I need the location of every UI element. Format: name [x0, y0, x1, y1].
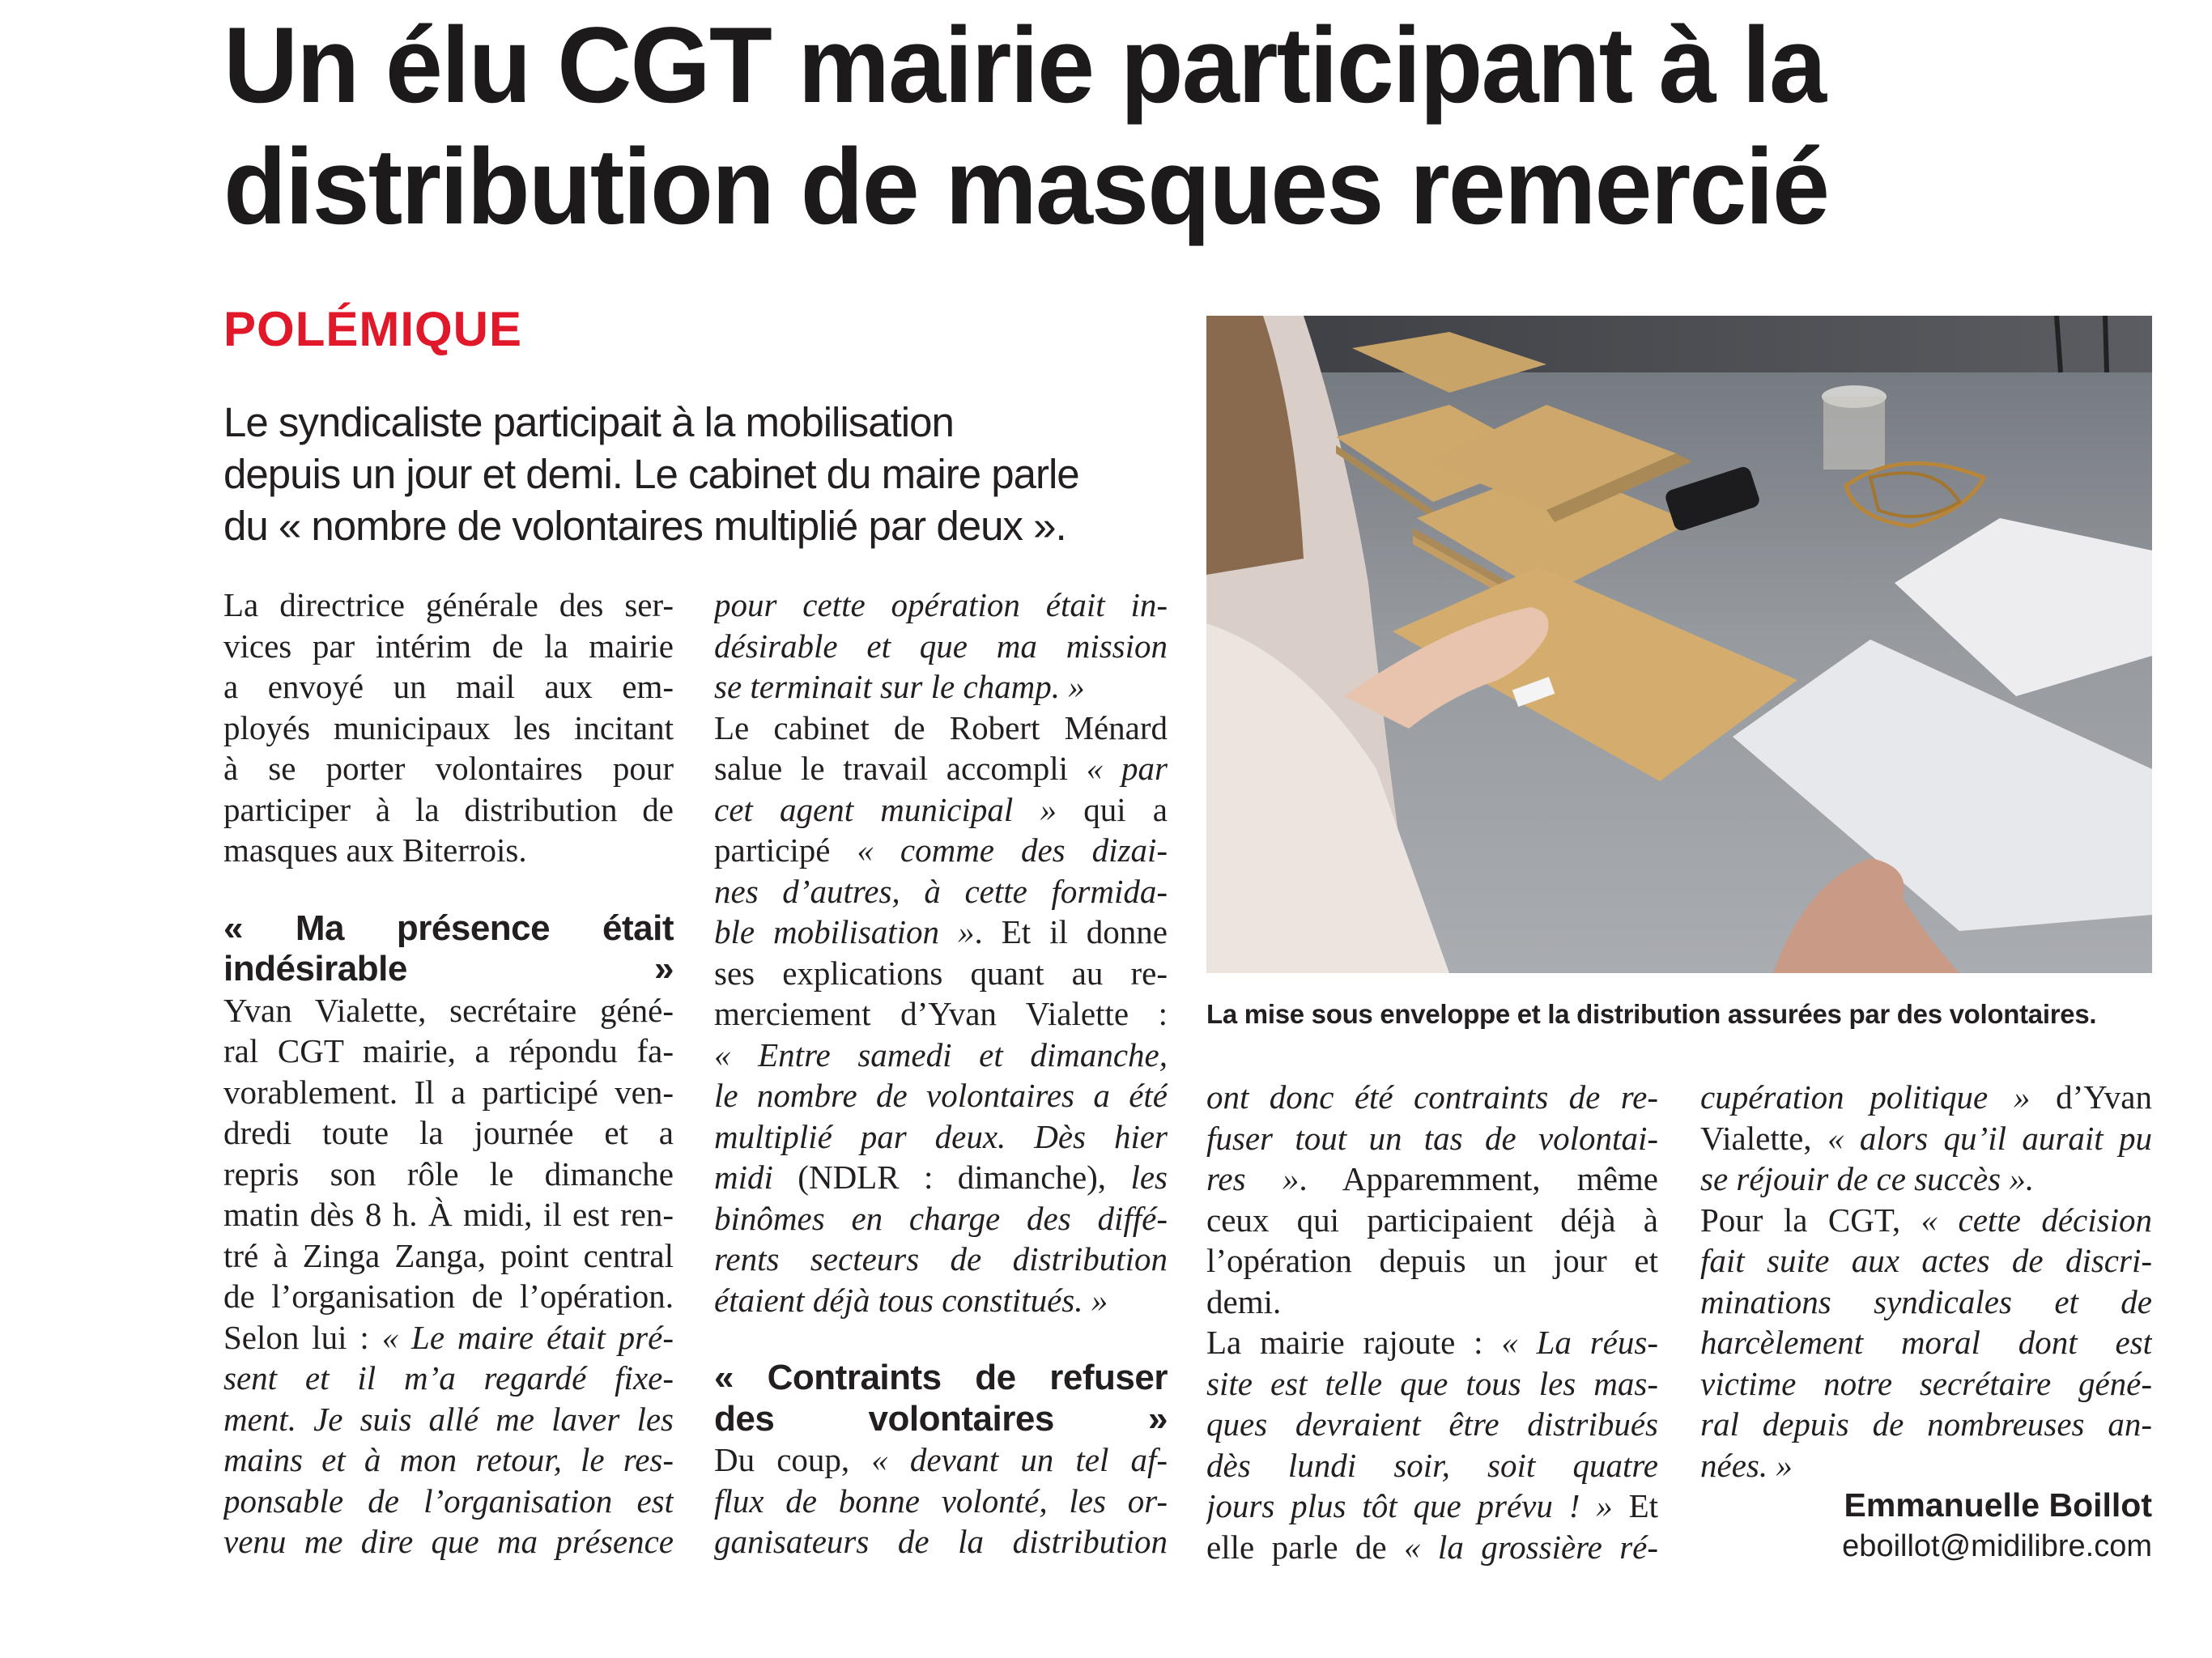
text-line [714, 830, 1168, 871]
text-run: Du coup, [714, 1441, 872, 1478]
text-line: a envoyé un mail aux em- [223, 668, 674, 705]
quote-run: « cette décision [1921, 1201, 2152, 1239]
quote-run: ral depuis de nombreuses an- [1700, 1405, 2152, 1443]
text-line [1700, 1404, 2152, 1445]
text-line: l’opération depuis un jour et [1206, 1242, 1658, 1279]
text-line [714, 1280, 1168, 1321]
text-line: La directrice générale des ser- [223, 586, 674, 623]
quote-run: flux de bonne volonté, les or- [714, 1482, 1168, 1520]
text-line [223, 1358, 674, 1399]
text-line [1206, 1158, 1658, 1200]
article-column-2 [714, 585, 1168, 1562]
text-line: Yvan Vialette, secrétaire géné- [223, 991, 674, 1029]
quote-run: ganisateurs de la distribution [714, 1523, 1168, 1560]
quote-run: ques devraient être distribués [1206, 1405, 1658, 1443]
text-line: à se porter volontaires pour [223, 750, 674, 787]
article-photo [1206, 316, 2152, 973]
lead-line: Le syndicaliste participait à la mobilisation [223, 399, 954, 445]
quote-run: fait suite aux actes de discri- [1700, 1242, 2152, 1279]
quote-run: étaient déjà tous constitués. » [714, 1281, 1108, 1319]
text-run: (NDLR : dimanche), [772, 1158, 1131, 1196]
text-line: masques aux Biterrois. [223, 831, 527, 869]
quote-run: les [1130, 1158, 1168, 1196]
text-line [1700, 1282, 2152, 1323]
quote-run: le nombre de volontaires a été [714, 1077, 1168, 1114]
text-line [1206, 1363, 1658, 1405]
text-line: dredi toute la journée et a [223, 1114, 674, 1151]
text-line [223, 1399, 674, 1440]
quote-run: ponsable de l’organisation est [223, 1482, 674, 1520]
text-line: demi. [1206, 1282, 1282, 1320]
quote-run: ment. Je suis allé me laver les [223, 1400, 674, 1438]
text-line [714, 1116, 1168, 1158]
text-line [223, 1439, 674, 1481]
quote-run: se terminait sur le champ. » [714, 668, 1085, 705]
text-line [714, 871, 1168, 912]
text-line [1206, 1077, 1658, 1118]
text-run: Pour la CGT, [1700, 1201, 1921, 1239]
lead-paragraph [223, 397, 1179, 552]
quote-run: mains et à mon retour, le res- [223, 1441, 674, 1478]
author-name: Emmanuelle Boillot [1844, 1486, 2152, 1524]
kicker-label: POLÉMIQUE [223, 302, 523, 356]
text-line: de l’organisation de l’opération. [223, 1278, 674, 1315]
text-line: repris son rôle le dimanche [223, 1154, 674, 1192]
subheading: « Ma présence était [223, 908, 674, 948]
text-run: Selon lui : [223, 1318, 382, 1356]
text-line [1700, 1158, 2152, 1200]
quote-run: désirable et que ma mission [714, 627, 1168, 665]
quote-run: victime notre secrétaire géné- [1700, 1364, 2152, 1402]
text-line [1700, 1240, 2152, 1282]
text-line [1206, 1404, 1658, 1445]
text-run: qui a [1056, 790, 1168, 828]
text-line: ses explications quant au re- [714, 954, 1168, 992]
text-line [1206, 1486, 1658, 1527]
text-line: ployés municipaux les incitant [223, 708, 674, 746]
quote-run: jours plus tôt que prévu ! » [1206, 1487, 1613, 1524]
quote-run: « comme des dizai- [857, 831, 1168, 869]
quote-run: se réjouir de ce succès ». [1700, 1160, 2035, 1197]
text-line [714, 1481, 1168, 1522]
text-line [1700, 1118, 2152, 1159]
text-line [714, 626, 1168, 667]
quote-run: dès lundi soir, soit quatre [1206, 1446, 1658, 1484]
text-line [1700, 1322, 2152, 1363]
quote-run: « Le maire était pré- [381, 1318, 674, 1356]
quote-run: « par [1086, 750, 1168, 787]
text-line [1700, 1077, 2152, 1118]
quote-run: « devant un tel af- [871, 1441, 1168, 1478]
text-line: vices par intérim de la mairie [223, 627, 674, 665]
text-line [714, 1157, 1168, 1198]
headline-line-1: Un élu CGT mairie participant à la [223, 6, 1826, 125]
quote-run: multiplié par deux. Dès hier [714, 1117, 1168, 1155]
text-line [1700, 1363, 2152, 1405]
text-line [714, 912, 1168, 953]
quote-run: nes d’autres, à cette formida- [714, 872, 1168, 910]
quote-run: pour cette opération était in- [714, 586, 1168, 623]
lead-line: du « nombre de volontaires multiplié par deux ». [223, 503, 1066, 549]
quote-run: « alors qu’il aurait pu [1827, 1119, 2152, 1157]
text-line: ceux qui participaient déjà à [1206, 1201, 1658, 1239]
quote-run: ble mobilisation » [714, 913, 975, 950]
quote-run: fuser tout un tas de volontai- [1206, 1119, 1658, 1157]
text-line [714, 1075, 1168, 1116]
quote-run: binômes en charge des diffé- [714, 1199, 1168, 1237]
quote-run: harcèlement moral dont est [1700, 1324, 2152, 1361]
byline [1700, 1485, 2152, 1567]
text-line: tré à Zinga Zanga, point central [223, 1236, 674, 1274]
text-line [1206, 1118, 1658, 1159]
quote-run: rents secteurs de distribution [714, 1240, 1168, 1278]
photo-caption: La mise sous enveloppe et la distribution assurées par des volontaires. [1206, 999, 2097, 1029]
text-line [714, 1439, 1168, 1481]
text-line [714, 1035, 1168, 1076]
text-line [714, 748, 1168, 789]
text-line [714, 1521, 1168, 1562]
text-run: . Et il donne [974, 913, 1168, 950]
text-run: La mairie rajoute : [1206, 1324, 1502, 1361]
subheading: indésirable » [223, 949, 674, 988]
text-line: participer à la distribution de [223, 790, 674, 828]
text-line: ral CGT mairie, a répondu fa- [223, 1032, 674, 1069]
author-email-link[interactable]: eboillot@midilibre.com [1842, 1529, 2152, 1563]
quote-run: cupération politique » [1700, 1078, 2031, 1116]
text-run: . Apparemment, même [1299, 1160, 1658, 1197]
quote-run: venu me dire que ma présence [223, 1523, 674, 1560]
quote-run: sent et il m’a regardé fixe- [223, 1359, 674, 1397]
text-line [223, 1481, 674, 1522]
text-line: merciement d’Yvan Vialette : [714, 995, 1168, 1032]
text-line [1206, 1445, 1658, 1486]
text-run: Vialette, [1700, 1119, 1827, 1157]
quote-run: midi [714, 1158, 773, 1196]
quote-run: cet agent municipal » [714, 790, 1057, 828]
quote-run: « Entre samedi et dimanche, [714, 1035, 1168, 1073]
article-column-4 [1700, 1077, 2152, 1486]
text-line: matin dès 8 h. À midi, il est ren- [223, 1196, 674, 1233]
text-line [1206, 1322, 1658, 1363]
text-line [1700, 1200, 2152, 1241]
text-line [1206, 1527, 1658, 1568]
text-run: participé [714, 831, 857, 869]
text-run: d’Yvan [2030, 1078, 2152, 1116]
text-line [714, 585, 1168, 626]
text-line [223, 1317, 674, 1358]
headline-line-2: distribution de masques remercié [223, 127, 1829, 247]
quote-run: « La réus- [1501, 1324, 1658, 1361]
text-line [714, 666, 1168, 708]
photo-illustration [1206, 316, 2152, 973]
article-column-1 [223, 585, 674, 1562]
quote-run: « la grossière ré- [1404, 1528, 1658, 1566]
quote-run: ont donc été contraints de re- [1206, 1078, 1658, 1116]
text-run: Et [1612, 1487, 1658, 1524]
text-line [714, 1239, 1168, 1280]
text-line: Le cabinet de Robert Ménard [714, 708, 1168, 746]
text-line [223, 1521, 674, 1562]
quote-run: minations syndicales et de [1700, 1282, 2152, 1320]
headline [223, 5, 2074, 248]
text-line [714, 789, 1168, 831]
text-line [1700, 1445, 2152, 1486]
quote-run: res » [1206, 1160, 1300, 1197]
subheading: des volontaires » [714, 1398, 1168, 1439]
text-run: elle parle de [1206, 1528, 1405, 1566]
text-line [714, 1198, 1168, 1239]
subheading: « Contraints de refuser [714, 1358, 1168, 1397]
quote-run: nées. » [1700, 1446, 1793, 1484]
text-run: salue le travail accompli [714, 750, 1087, 787]
quote-run: site est telle que tous les mas- [1206, 1364, 1658, 1402]
text-line: vorablement. Il a participé ven- [223, 1073, 674, 1111]
article-column-3 [1206, 1077, 1658, 1567]
lead-line: depuis un jour et demi. Le cabinet du maire parle [223, 451, 1079, 497]
